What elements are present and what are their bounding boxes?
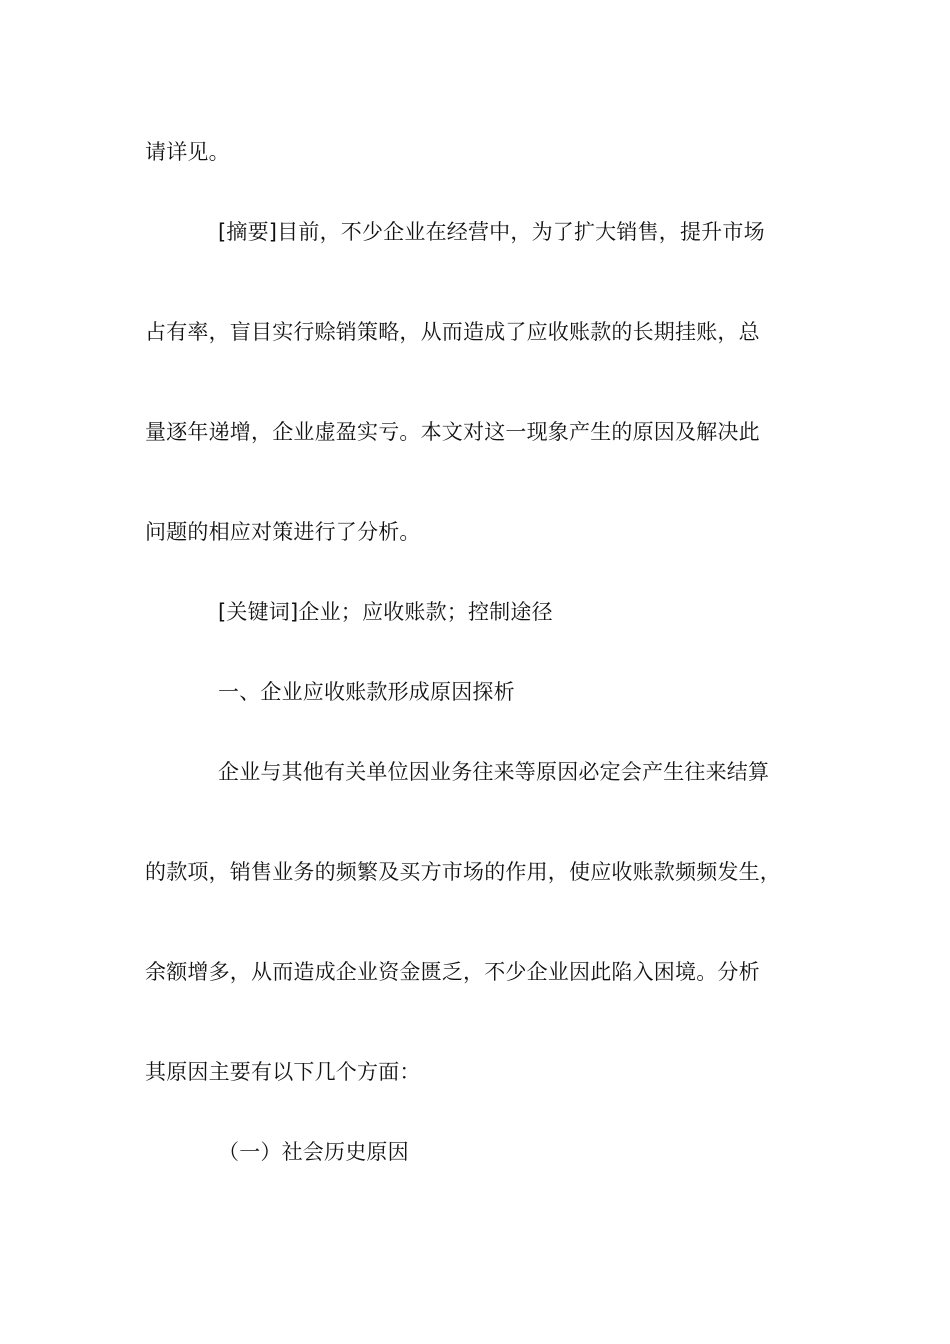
body-paragraph-line: 余额增多，从而造成企业资金匮乏，不少企业因此陷入困境。分析 bbox=[145, 960, 760, 984]
keywords-line: [关键词]企业；应收账款；控制途径 bbox=[218, 600, 553, 624]
paragraph-line: 请详见。 bbox=[145, 140, 230, 164]
abstract-line: 问题的相应对策进行了分析。 bbox=[145, 520, 421, 544]
abstract-line: 占有率，盲目实行赊销策略，从而造成了应收账款的长期挂账，总 bbox=[145, 320, 760, 344]
body-paragraph-first-line: 企业与其他有关单位因业务往来等原因必定会产生往来结算 bbox=[218, 760, 770, 784]
body-paragraph-line: 的款项，销售业务的频繁及买方市场的作用，使应收账款频频发生， bbox=[145, 860, 781, 884]
section-heading: 一、企业应收账款形成原因探析 bbox=[218, 680, 515, 704]
subsection-heading: （一）社会历史原因 bbox=[218, 1140, 409, 1164]
abstract-first-line: [摘要]目前，不少企业在经营中，为了扩大销售，提升市场 bbox=[218, 220, 765, 244]
body-paragraph-line: 其原因主要有以下几个方面： bbox=[145, 1060, 421, 1084]
abstract-line: 量逐年递增，企业虚盈实亏。本文对这一现象产生的原因及解决此 bbox=[145, 420, 760, 444]
